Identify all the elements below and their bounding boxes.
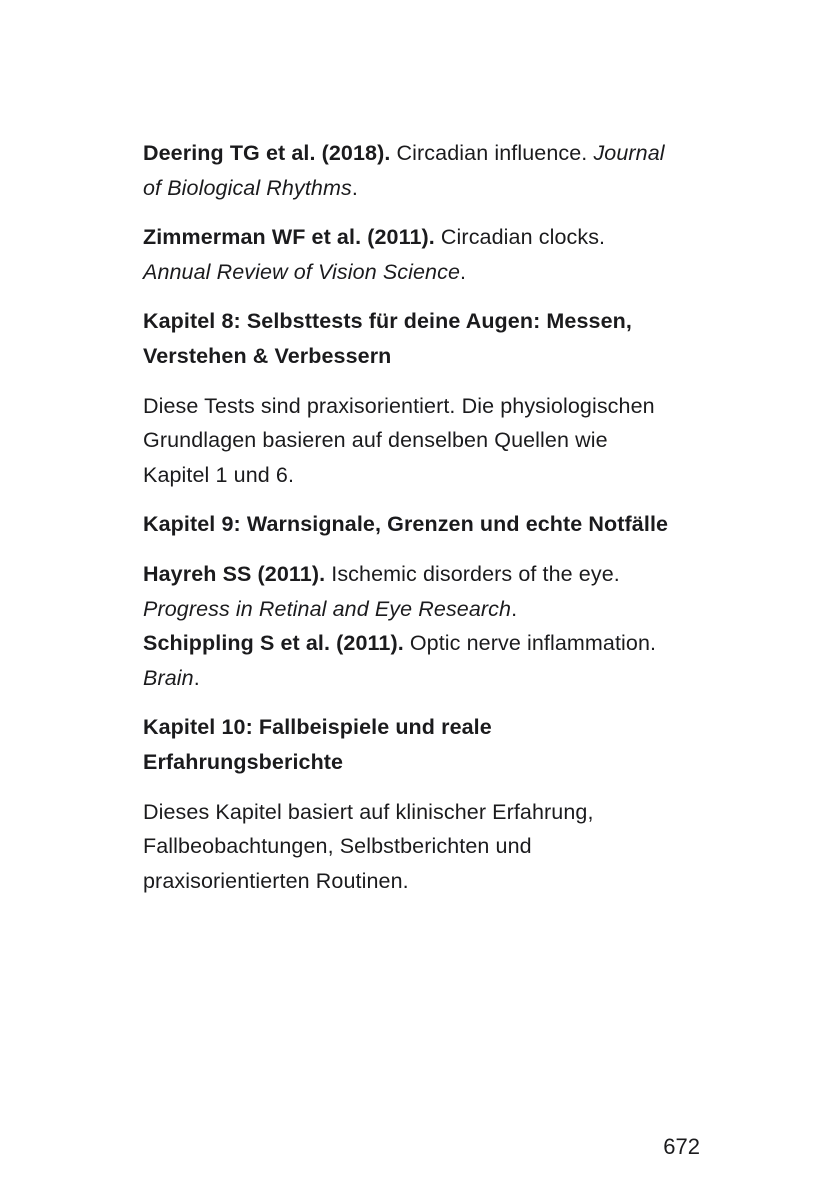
text-segment-italic: Journal xyxy=(593,141,665,165)
text-line xyxy=(143,829,703,864)
paragraph-reference xyxy=(143,220,703,289)
text-segment-italic: of Biological Rhythms xyxy=(143,175,352,200)
paragraph-reference xyxy=(143,557,703,695)
paragraph-body xyxy=(143,389,703,493)
text-line xyxy=(143,710,703,745)
text-line xyxy=(143,745,703,780)
text-segment: Diese Tests sind praxisorientiert. Die physiologischen xyxy=(143,393,655,418)
page-content xyxy=(143,136,703,898)
text-line xyxy=(143,171,703,206)
page-number: 672 xyxy=(663,1134,700,1159)
text-segment-bold: Hayreh SS (2011). xyxy=(143,561,326,586)
text-line xyxy=(143,339,703,374)
text-segment: Circadian influence. xyxy=(390,141,594,165)
text-segment: praxisorientierten Routinen. xyxy=(143,868,409,893)
text-segment: . xyxy=(351,175,358,200)
text-segment-bold: Deering TG et al. (2018). xyxy=(143,141,391,165)
text-segment: Verstehen & Verbessern xyxy=(143,343,392,368)
text-line xyxy=(143,661,703,696)
text-segment: Ischemic disorders of the eye. xyxy=(325,561,620,586)
text-segment: Fallbeobachtungen, Selbstberichten und xyxy=(143,834,532,859)
text-line xyxy=(143,304,703,339)
text-segment-italic: Progress in Retinal and Eye Research xyxy=(143,596,512,621)
text-segment: Kapitel 1 und 6. xyxy=(143,462,295,487)
paragraph-reference xyxy=(143,136,703,205)
text-segment: Grundlagen basieren auf denselben Quellen wie xyxy=(143,428,608,453)
text-segment: . xyxy=(511,596,518,621)
text-segment: Circadian clocks. xyxy=(434,225,606,250)
text-line xyxy=(143,220,703,255)
text-line xyxy=(143,255,703,290)
paragraph-heading xyxy=(143,710,703,779)
text-segment-italic: Brain xyxy=(143,665,194,690)
text-segment: . xyxy=(193,665,200,690)
paragraph-heading xyxy=(143,507,703,542)
text-segment-italic: Annual Review of Vision Science xyxy=(143,259,461,284)
text-line xyxy=(143,592,703,627)
text-segment-bold: Zimmerman WF et al. (2011). xyxy=(143,225,435,250)
text-segment: Kapitel 9: Warnsignale, Grenzen und echte Notfälle xyxy=(143,512,669,537)
text-segment: Dieses Kapitel basiert auf klinischer Erfahrung, xyxy=(143,799,594,824)
paragraph-body xyxy=(143,795,703,899)
text-segment: Kapitel 8: Selbsttests für deine Augen: Messen, xyxy=(143,309,632,334)
text-line xyxy=(143,864,703,899)
text-segment: . xyxy=(460,259,467,284)
text-line xyxy=(143,795,703,830)
text-line xyxy=(143,458,703,493)
text-segment: Optic nerve inflammation. xyxy=(403,631,657,656)
text-line xyxy=(143,557,703,592)
text-line xyxy=(143,136,703,171)
text-segment: Erfahrungsberichte xyxy=(143,749,344,774)
paragraph-heading xyxy=(143,304,703,373)
text-segment-bold: Schippling S et al. (2011). xyxy=(143,631,404,656)
text-line xyxy=(143,389,703,424)
text-line xyxy=(143,507,703,542)
text-line xyxy=(143,423,703,458)
text-segment: Kapitel 10: Fallbeispiele und reale xyxy=(143,715,492,740)
text-line xyxy=(143,626,703,661)
